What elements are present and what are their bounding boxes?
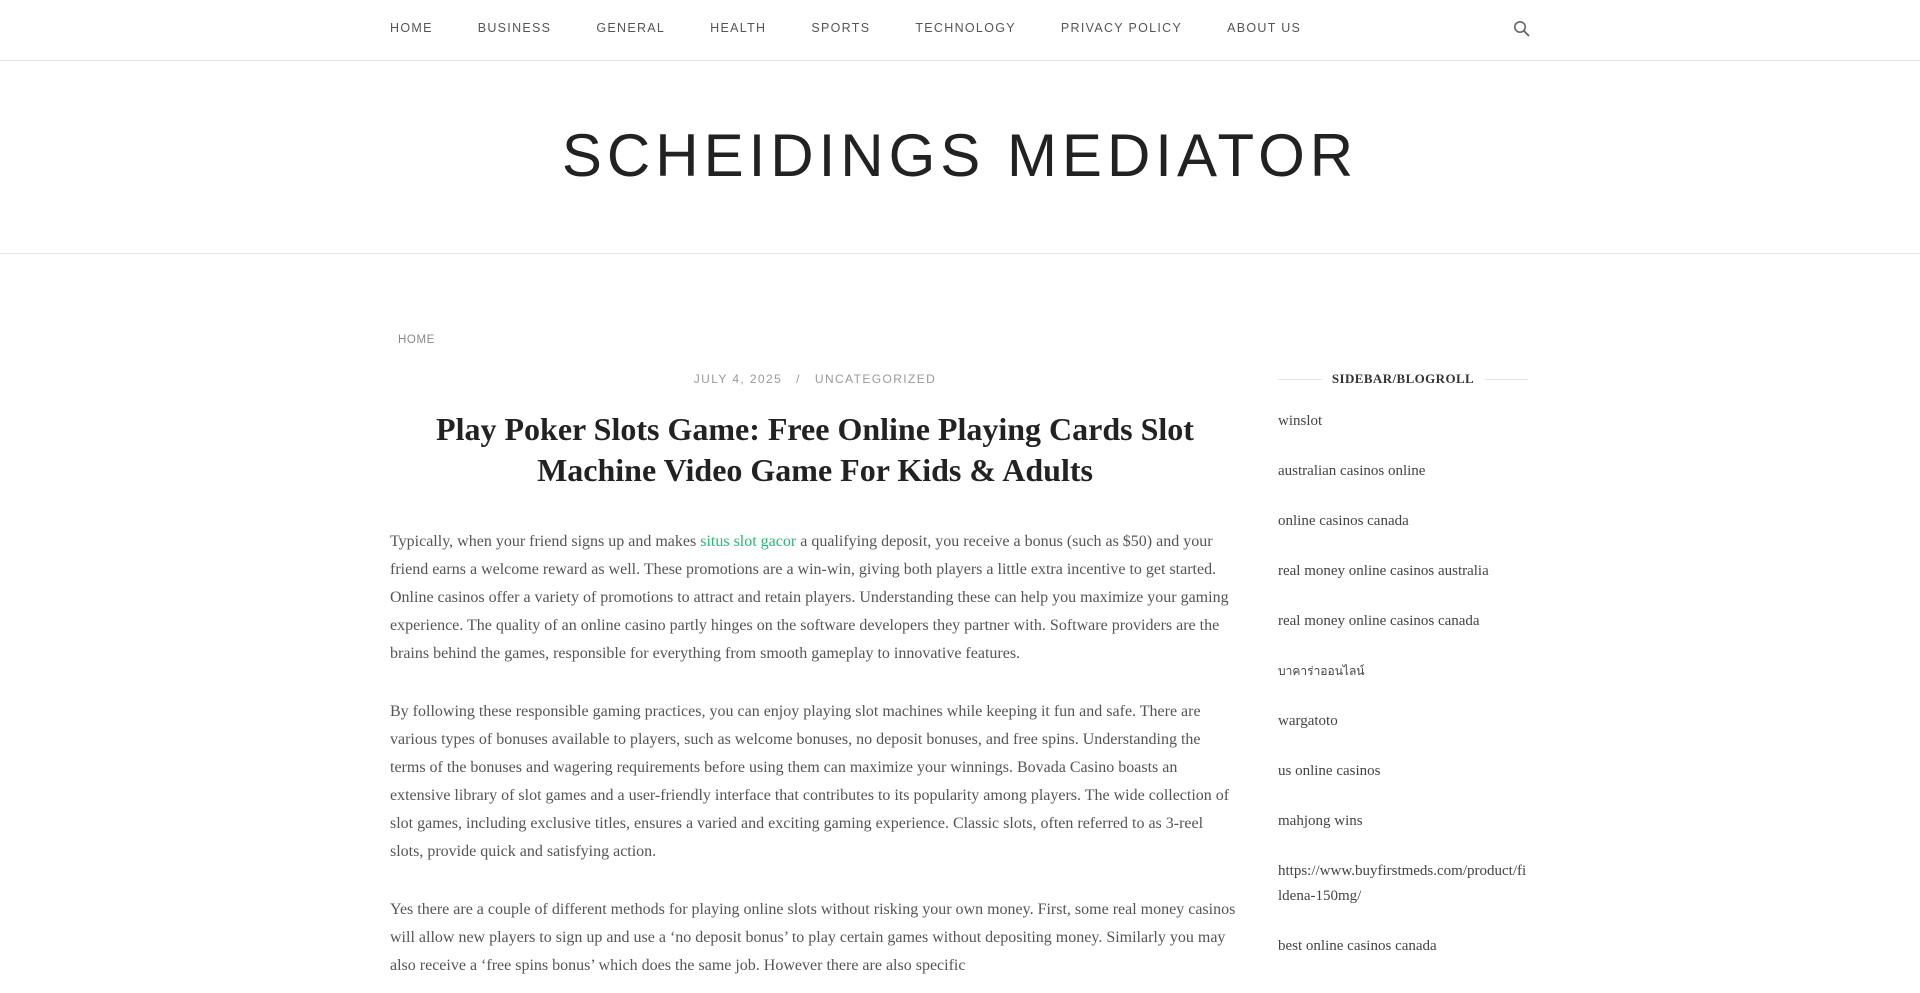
- paragraph-2: By following these responsible gaming practices, you can enjoy playing slot machines while keeping it fun and safe. There are various types of bonuses available to players, such as welcome bonuses, no deposit bonuses, and free spins. Understanding the terms of the bonuses and wagering requirements before using them can maximize your winnings. Bovada Casino boasts an extensive library of slot games and a user-friendly interface that contributes to its popularity among players. The wide collection of slot games, including exclusive titles, ensures a varied and exciting gaming experience. Classic slots, often referred to as 3-reel slots, provide quick and satisfying action.: [390, 703, 1230, 860]
- nav-business[interactable]: BUSINESS: [477, 21, 552, 35]
- paragraph-1-start: Typically, when your friend signs up and makes: [390, 533, 701, 550]
- article: [390, 372, 1240, 993]
- blogroll-link[interactable]: us online casinos: [1278, 763, 1381, 779]
- breadcrumb-home[interactable]: HOME: [398, 334, 435, 346]
- site-title[interactable]: SCHEIDINGS MEDIATOR: [561, 122, 1359, 189]
- sidebar-title-text: SIDEBAR/BLOGROLL: [1331, 371, 1475, 386]
- sidebar: [1278, 371, 1528, 984]
- meta-separator: /: [796, 372, 801, 386]
- top-navigation: [0, 0, 1920, 61]
- blogroll-link[interactable]: real money online casinos canada: [1278, 613, 1480, 629]
- blogroll-link[interactable]: real money online casinos australia: [1278, 563, 1489, 579]
- search-icon[interactable]: [1512, 19, 1532, 39]
- masthead: [0, 61, 1920, 254]
- blogroll-list: [1278, 409, 1528, 959]
- blogroll-link[interactable]: online casinos canada: [1278, 513, 1409, 529]
- blogroll-link[interactable]: บาคาร่าออนไลน์: [1278, 664, 1365, 678]
- paragraph-3: Yes there are a couple of different methods for playing online slots without risking your own money. First, some real money casinos will allow new players to sign up and use a ‘no deposit bonus’ to play certain games without depositing money. Similarly you may also receive a ‘free spins bonus’ which does the same job. However there are also specific: [390, 901, 1236, 974]
- post-category[interactable]: UNCATEGORIZED: [814, 372, 937, 386]
- blogroll-link[interactable]: winslot: [1278, 413, 1323, 429]
- nav-general[interactable]: GENERAL: [596, 21, 666, 35]
- post-date[interactable]: JULY 4, 2025: [693, 372, 783, 386]
- nav-home[interactable]: HOME: [390, 21, 433, 35]
- paragraph-1: [390, 528, 1240, 668]
- paragraph-1-end: a qualifying deposit, you receive a bonus (such as $50) and your friend earns a welcome reward as well. These promotions are a win-win, giving both players a little extra incentive to get started. Online casinos offer a variety of promotions to attract and retain players. Understanding these can help you maximize your gaming experience. The quality of an online casino partly hinges on the software developers they partner with. Software providers are the brains behind the games, responsible for everything from smooth gameplay to innovative features.: [390, 533, 1229, 662]
- nav-health[interactable]: HEALTH: [710, 21, 767, 35]
- situs-slot-gacor-link[interactable]: situs slot gacor: [700, 533, 797, 550]
- post-content: [390, 528, 1240, 980]
- nav-privacy-policy[interactable]: PRIVACY POLICY: [1060, 21, 1183, 35]
- sidebar-widget-title: [1278, 371, 1528, 387]
- blogroll-link[interactable]: best online casinos canada: [1278, 938, 1437, 954]
- nav-technology[interactable]: TECHNOLOGY: [915, 21, 1016, 35]
- nav-about-us[interactable]: ABOUT US: [1227, 21, 1302, 35]
- blogroll-link[interactable]: mahjong wins: [1278, 813, 1363, 829]
- post-meta: [390, 372, 1240, 386]
- title-rule-right: [1484, 379, 1528, 380]
- nav-menu: [390, 21, 1346, 35]
- blogroll-link[interactable]: wargatoto: [1278, 713, 1338, 729]
- post-title: Play Poker Slots Game: Free Online Playing Cards Slot Machine Video Game For Kids & Adults: [436, 411, 1194, 488]
- title-rule-left: [1278, 379, 1322, 380]
- blogroll-link[interactable]: https://www.buyfirstmeds.com/product/fildena-150mg/: [1278, 863, 1527, 904]
- blogroll-link[interactable]: australian casinos online: [1278, 463, 1426, 479]
- nav-sports[interactable]: SPORTS: [811, 21, 871, 35]
